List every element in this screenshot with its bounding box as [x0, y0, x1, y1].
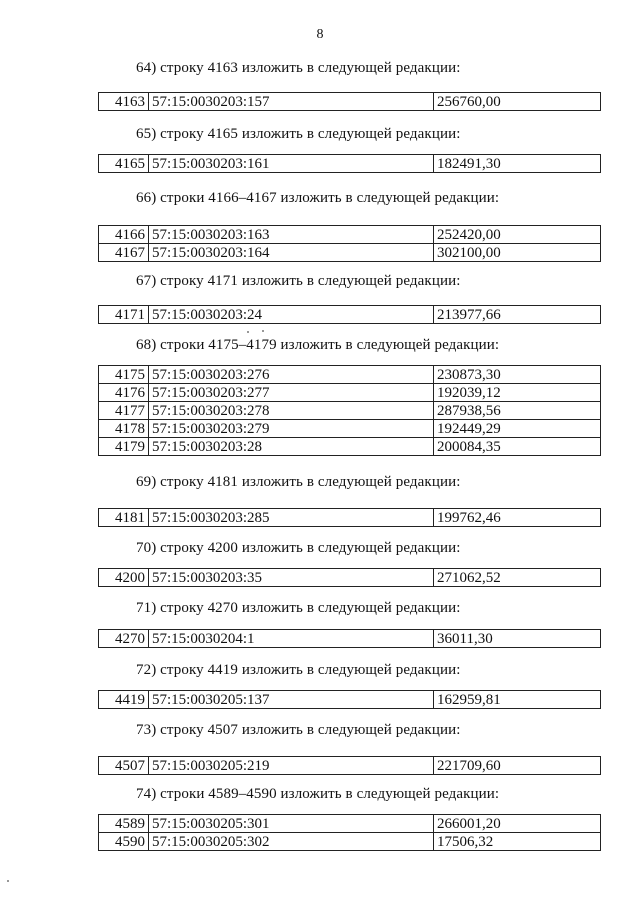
- amendment-table: [98, 154, 601, 173]
- row-number-cell: 4419: [99, 691, 149, 709]
- row-number-cell: 4507: [99, 757, 149, 775]
- cadastral-number-cell: 57:15:0030203:157: [149, 93, 434, 111]
- scan-speck: [7, 880, 9, 882]
- amendment-table: [98, 508, 601, 527]
- value-cell: 287938,56: [434, 402, 601, 420]
- value-cell: 252420,00: [434, 226, 601, 244]
- amendment-instruction: 71) строку 4270 изложить в следующей редакции:: [136, 600, 461, 616]
- table-row: [99, 402, 601, 420]
- table-row: [99, 757, 601, 775]
- cadastral-number-cell: 57:15:0030203:163: [149, 226, 434, 244]
- amendment-instruction: 69) строку 4181 изложить в следующей редакции:: [136, 474, 461, 490]
- row-number-cell: 4589: [99, 815, 149, 833]
- cadastral-number-cell: 57:15:0030203:28: [149, 438, 434, 456]
- amendment-table: [98, 814, 601, 851]
- cadastral-number-cell: 57:15:0030203:164: [149, 244, 434, 262]
- row-number-cell: 4176: [99, 384, 149, 402]
- cadastral-number-cell: 57:15:0030203:279: [149, 420, 434, 438]
- row-number-cell: 4177: [99, 402, 149, 420]
- page-number: 8: [316, 27, 324, 42]
- row-number-cell: 4270: [99, 630, 149, 648]
- table-row: [99, 691, 601, 709]
- value-cell: 200084,35: [434, 438, 601, 456]
- row-number-cell: 4166: [99, 226, 149, 244]
- cadastral-number-cell: 57:15:0030205:219: [149, 757, 434, 775]
- value-cell: 266001,20: [434, 815, 601, 833]
- table-row: [99, 226, 601, 244]
- table-row: [99, 366, 601, 384]
- row-number-cell: 4179: [99, 438, 149, 456]
- amendment-table: [98, 629, 601, 648]
- amendment-table: [98, 305, 601, 324]
- table-row: [99, 155, 601, 173]
- amendment-instruction: 70) строку 4200 изложить в следующей редакции:: [136, 540, 461, 556]
- cadastral-number-cell: 57:15:0030205:301: [149, 815, 434, 833]
- row-number-cell: 4178: [99, 420, 149, 438]
- table-row: [99, 306, 601, 324]
- table-row: [99, 438, 601, 456]
- row-number-cell: 4171: [99, 306, 149, 324]
- amendment-table: [98, 756, 601, 775]
- scan-speck: [262, 330, 264, 332]
- value-cell: 271062,52: [434, 569, 601, 587]
- amendment-instruction: 66) строки 4166–4167 изложить в следующей редакции:: [136, 190, 500, 206]
- row-number-cell: 4163: [99, 93, 149, 111]
- value-cell: 230873,30: [434, 366, 601, 384]
- amendment-instruction: 74) строки 4589–4590 изложить в следующей редакции:: [136, 786, 500, 802]
- amendment-instruction: 64) строку 4163 изложить в следующей редакции:: [136, 60, 461, 76]
- table-row: [99, 630, 601, 648]
- cadastral-number-cell: 57:15:0030203:35: [149, 569, 434, 587]
- value-cell: 302100,00: [434, 244, 601, 262]
- value-cell: 17506,32: [434, 833, 601, 851]
- amendment-instruction: 72) строку 4419 изложить в следующей редакции:: [136, 662, 461, 678]
- value-cell: 213977,66: [434, 306, 601, 324]
- table-row: [99, 93, 601, 111]
- cadastral-number-cell: 57:15:0030203:276: [149, 366, 434, 384]
- cadastral-number-cell: 57:15:0030205:137: [149, 691, 434, 709]
- amendment-instruction: 65) строку 4165 изложить в следующей редакции:: [136, 126, 461, 142]
- amendment-table: [98, 92, 601, 111]
- value-cell: 36011,30: [434, 630, 601, 648]
- table-row: [99, 815, 601, 833]
- row-number-cell: 4590: [99, 833, 149, 851]
- cadastral-number-cell: 57:15:0030203:285: [149, 509, 434, 527]
- cadastral-number-cell: 57:15:0030203:161: [149, 155, 434, 173]
- amendment-table: [98, 690, 601, 709]
- value-cell: 182491,30: [434, 155, 601, 173]
- table-row: [99, 833, 601, 851]
- value-cell: 162959,81: [434, 691, 601, 709]
- row-number-cell: 4165: [99, 155, 149, 173]
- row-number-cell: 4200: [99, 569, 149, 587]
- table-row: [99, 569, 601, 587]
- cadastral-number-cell: 57:15:0030203:24: [149, 306, 434, 324]
- amendment-table: [98, 365, 601, 456]
- cadastral-number-cell: 57:15:0030203:277: [149, 384, 434, 402]
- value-cell: 192039,12: [434, 384, 601, 402]
- table-row: [99, 509, 601, 527]
- cadastral-number-cell: 57:15:0030203:278: [149, 402, 434, 420]
- value-cell: 256760,00: [434, 93, 601, 111]
- row-number-cell: 4175: [99, 366, 149, 384]
- value-cell: 192449,29: [434, 420, 601, 438]
- row-number-cell: 4167: [99, 244, 149, 262]
- scan-speck: [247, 331, 249, 333]
- table-row: [99, 420, 601, 438]
- amendment-instruction: 67) строку 4171 изложить в следующей редакции:: [136, 273, 461, 289]
- table-row: [99, 384, 601, 402]
- amendment-table: [98, 568, 601, 587]
- table-row: [99, 244, 601, 262]
- value-cell: 221709,60: [434, 757, 601, 775]
- value-cell: 199762,46: [434, 509, 601, 527]
- row-number-cell: 4181: [99, 509, 149, 527]
- cadastral-number-cell: 57:15:0030204:1: [149, 630, 434, 648]
- cadastral-number-cell: 57:15:0030205:302: [149, 833, 434, 851]
- amendment-instruction: 68) строки 4175–4179 изложить в следующей редакции:: [136, 337, 500, 353]
- amendment-table: [98, 225, 601, 262]
- amendment-instruction: 73) строку 4507 изложить в следующей редакции:: [136, 722, 461, 738]
